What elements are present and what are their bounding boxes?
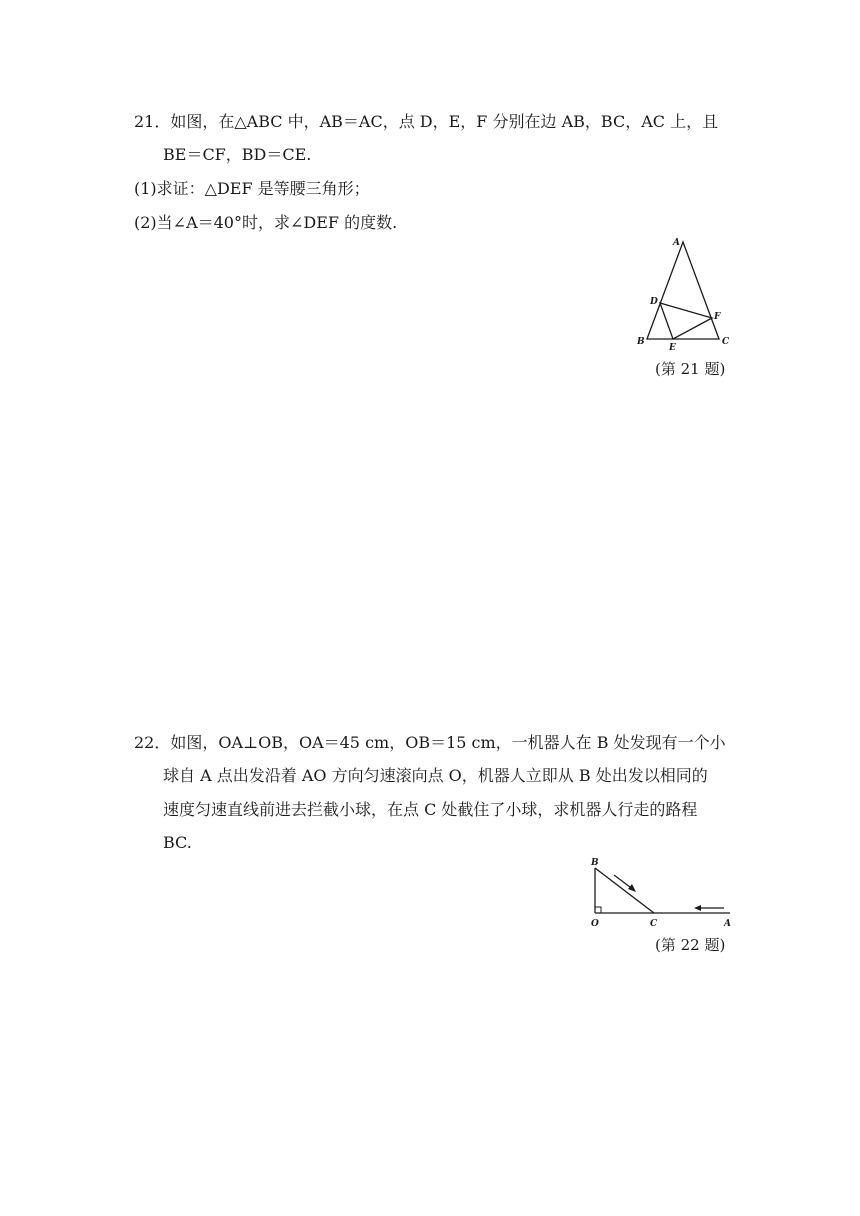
q21-figure (630, 232, 740, 354)
label-o: O (591, 919, 599, 929)
triangle-abc (647, 242, 719, 339)
label-e: E (669, 343, 676, 353)
q21-line-2: BE＝CF，BD＝CE. (163, 145, 312, 164)
label-b: B (637, 337, 645, 347)
q22-line-3: 速度匀速直线前进去拦截小球，在点 C 处截住了小球，求机器人行走的路程 (163, 800, 698, 819)
label-c: C (722, 337, 730, 347)
q22-caption: (第 22 题) (655, 936, 726, 954)
arrow-robot-head (628, 884, 636, 892)
label-a: A (724, 919, 731, 929)
label-b: B (591, 858, 599, 868)
q22-line-4: BC. (163, 833, 192, 852)
label-d: D (650, 297, 658, 307)
q22-figure (584, 852, 740, 932)
label-c: C (650, 919, 658, 929)
q21-part-1: (1)求证：△DEF 是等腰三角形； (134, 179, 370, 198)
triangle-def (660, 303, 712, 339)
right-angle-mark (595, 907, 601, 913)
q21-part-2: (2)当∠A＝40°时，求∠DEF 的度数. (134, 213, 398, 232)
q21-line-1: 21．如图，在△ABC 中，AB＝AC，点 D，E，F 分别在边 AB，BC，AC 上，且 (134, 112, 719, 131)
label-f: F (714, 312, 721, 322)
arrow-ball-head (694, 905, 701, 911)
q22-line-1: 22．如图，OA⊥OB，OA＝45 cm，OB＝15 cm，一机器人在 B 处发现有一个小 (134, 733, 726, 752)
q21-caption: (第 21 题) (655, 360, 726, 378)
label-a: A (673, 238, 680, 248)
q22-line-2: 球自 A 点出发沿着 AO 方向匀速滚向点 O，机器人立即从 B 处出发以相同的 (163, 766, 708, 785)
segment-bc (595, 868, 654, 913)
